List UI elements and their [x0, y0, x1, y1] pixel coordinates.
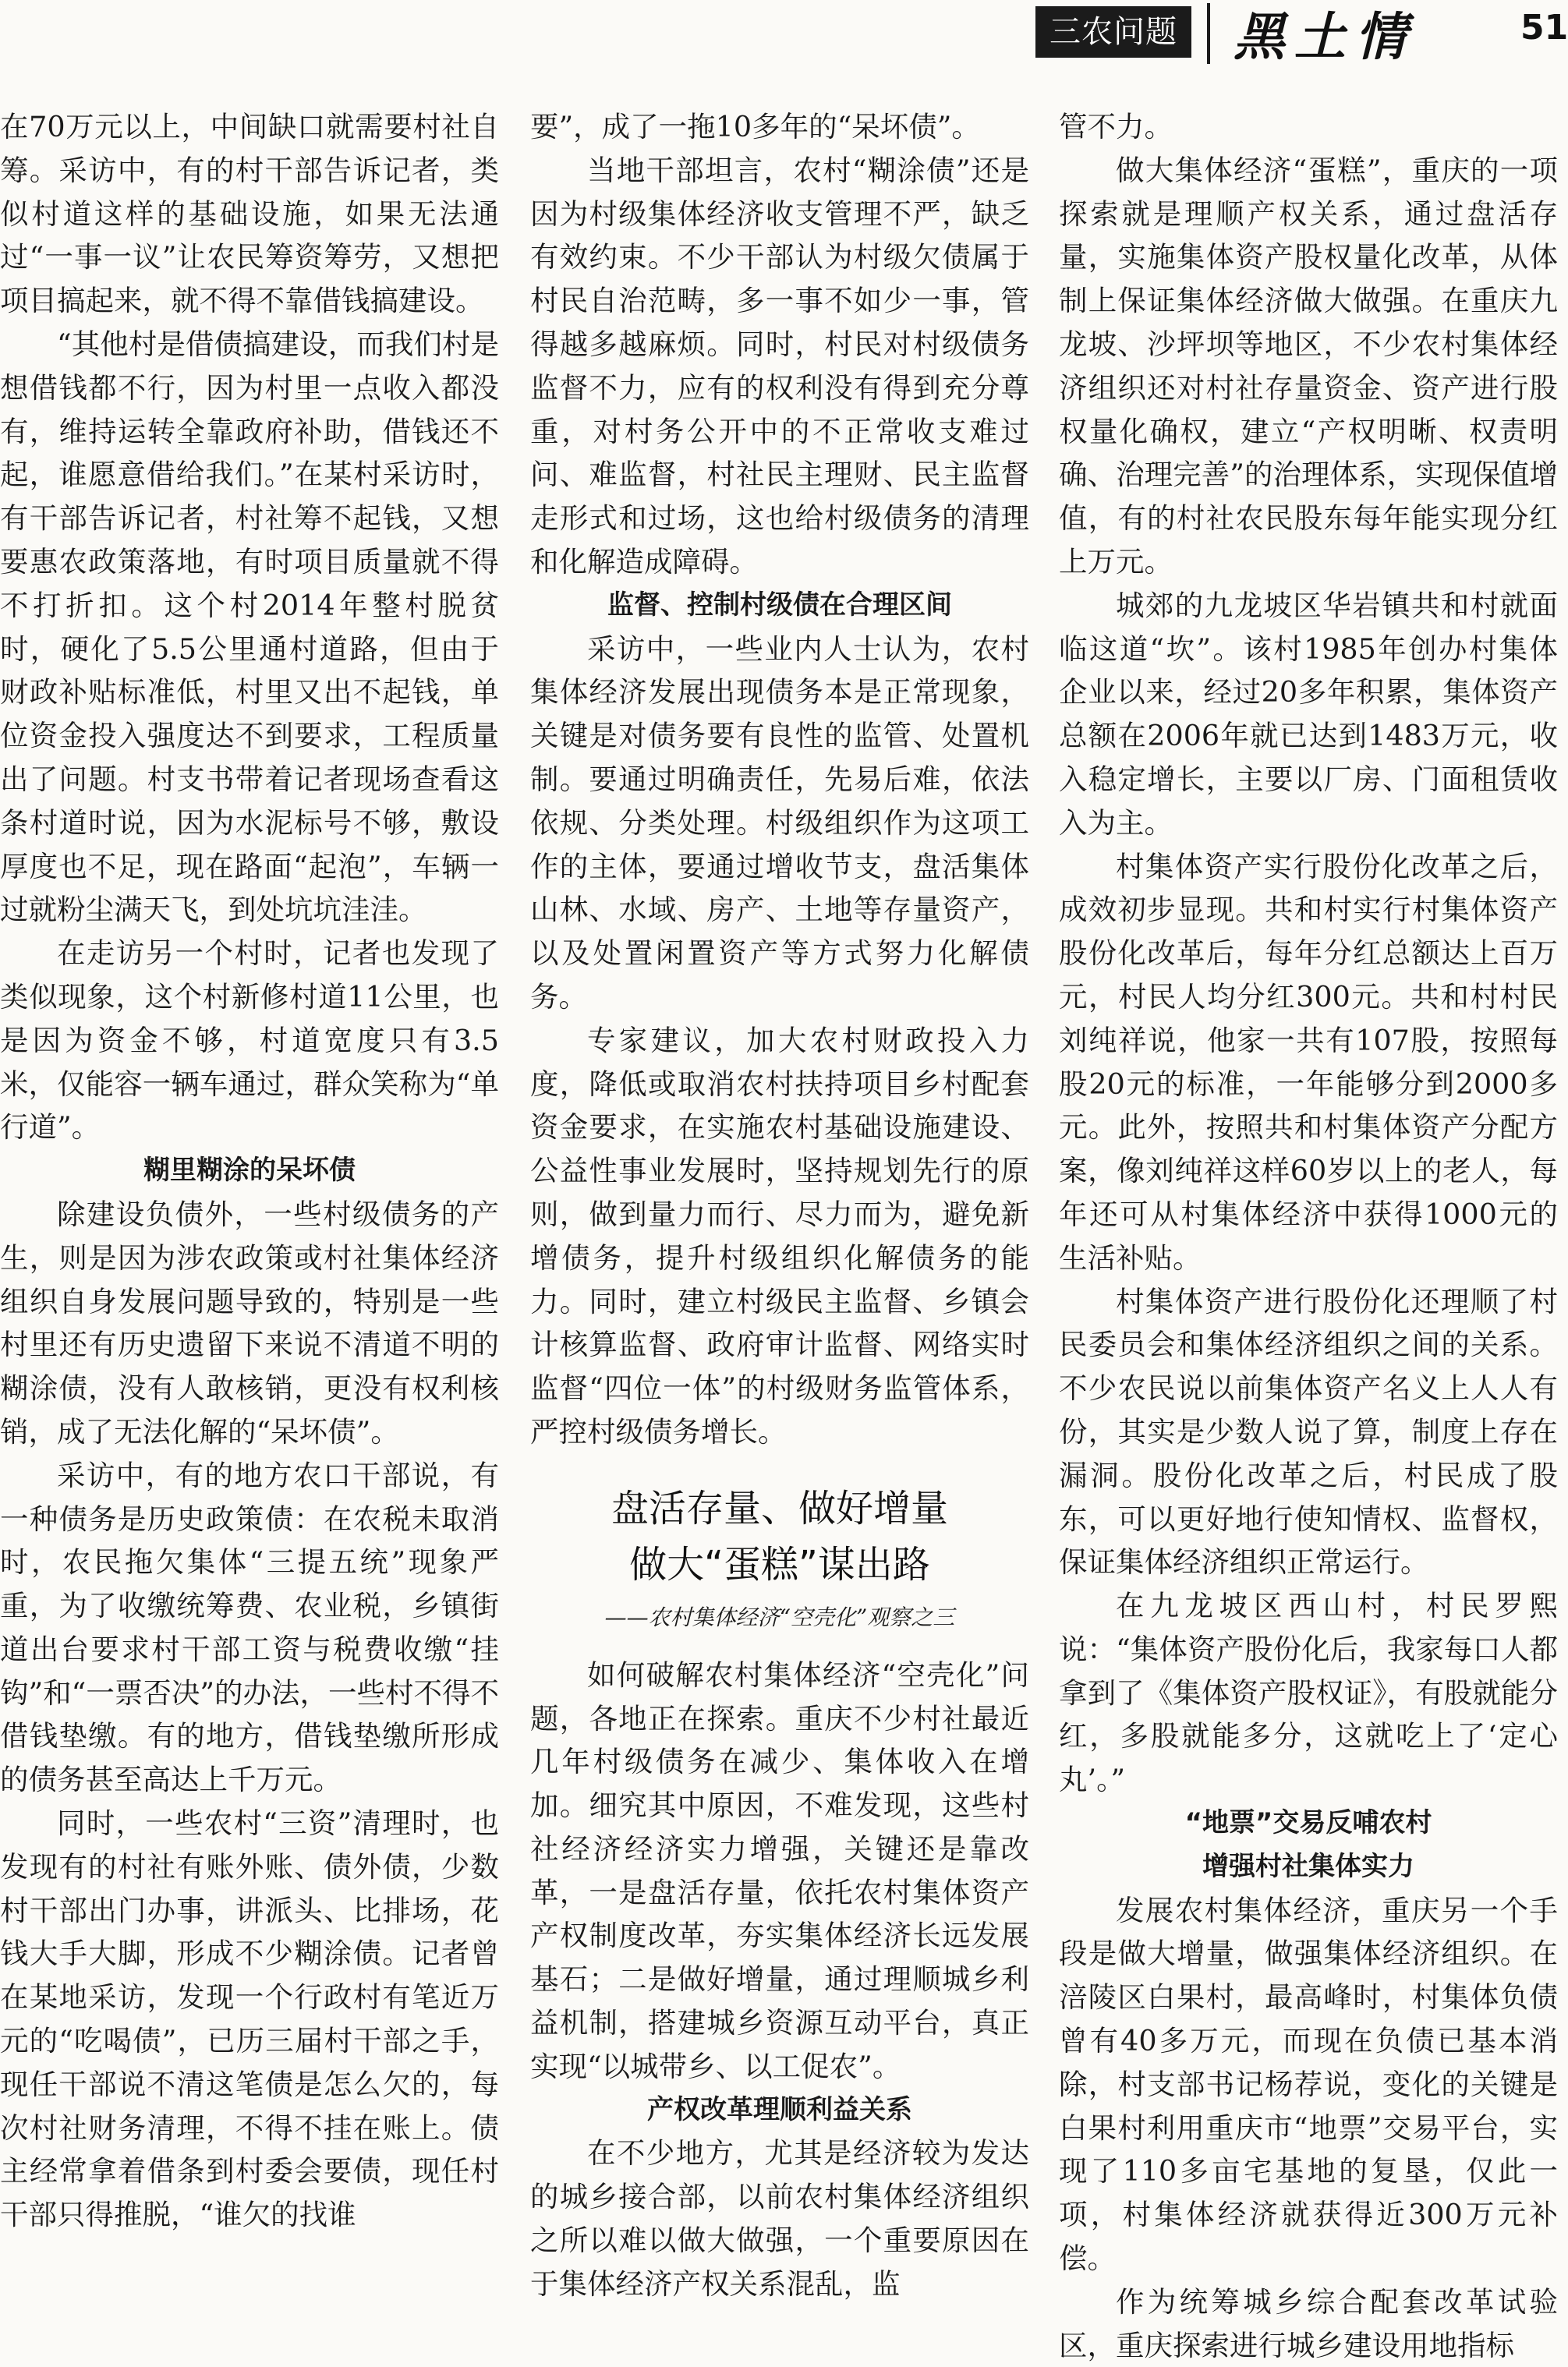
- subheading: 糊里糊涂的呆坏债: [143, 1155, 356, 1187]
- article-title-line-2: 做大“蛋糕”谋出路: [629, 1542, 930, 1587]
- paragraph: 同时，一些农村“三资”清理时，也发现有的村社有账外账、债外债，少数村干部出门办事，讲派头、比排场，花钱大手大脚，形成不少糊涂债。记者曾在某地采访，发现一个行政村有笔近万元的“吃喝债”，已历三届村干部之手，现任干部说不清这笔债是怎么欠的，每次村社财务清理，不得不挂在账上。债主经常拿着借条到村委会要债，现任村干部只得推脱，“谁欠的找谁: [0, 1806, 499, 2232]
- article-title: [530, 1481, 1029, 1593]
- paragraph: 除建设负债外，一些村级债务的产生，则是因为涉农政策或村社集体经济组织自身发展问题导致的，特别是一些村里还有历史遗留下来说不清道不明的糊涂债，没有人敢核销，更没有权利核销，成了无法化解的“呆坏债”。: [0, 1197, 499, 1449]
- subheading: 监督、控制村级债在合理区间: [607, 589, 952, 621]
- header-divider: [1207, 3, 1210, 64]
- paragraph: 如何破解农村集体经济“空壳化”问题，各地正在探索。重庆不少村社最近几年村级债务在减少、集体收入在增加。细究其中原因，不难发现，这些村社经济经济实力增强，关键还是靠改革，一是盘活存量，依托农村集体资产产权制度改革，夯实集体经济长远发展基石；二是做好增量，通过理顺城乡利益机制，搭建城乡资源互动平台，真正实现“以城带乡、以工促农”。: [530, 1658, 1029, 2083]
- paragraph: “其他村是借债搞建设，而我们村是想借钱都不行，因为村里一点收入都没有，维持运转全靠政府补助，借钱还不起，谁愿意借给我们。”在某村采访时，有干部告诉记者，村社筹不起钱，又想要惠农政策落地，有时项目质量就不得不打折扣。这个村2014年整村脱贫时，硬化了5.5公里通村道路，但由于财政补贴标准低，村里又出不起钱，单位资金投入强度达不到要求，工程质量出了问题。村支书带着记者现场查看这条村道时说，因为水泥标号不够，敷设厚度也不足，现在路面“起泡”，车辆一过就粉尘满天飞，到处坑坑洼洼。: [0, 327, 499, 927]
- paragraph: 村集体资产进行股份化还理顺了村民委员会和集体经济组织之间的关系。不少农民说以前集体资产名义上人人有份，其实是少数人说了算，制度上存在漏洞。股份化改革之后，村民成了股东，可以更好地行使知情权、监督权，保证集体经济组织正常运行。: [1059, 1284, 1558, 1580]
- page-header: [0, 0, 1568, 75]
- subheading: 增强村社集体实力: [1202, 1850, 1414, 1882]
- paragraph: 作为统筹城乡综合配套改革试验区，重庆探索进行城乡建设用地指标: [1059, 2284, 1558, 2362]
- column-2: [530, 105, 1029, 2306]
- subheading: 产权改革理顺利益关系: [647, 2093, 912, 2125]
- paragraph: 管不力。: [1059, 110, 1173, 143]
- paragraph: 当地干部坦言，农村“糊涂债”还是因为村级集体经济收支管理不严，缺乏有效约束。不少干部认为村级欠债属于村民自治范畴，多一事不如少一事，管得越多越麻烦。同时，村民对村级债务监督不力，应有的权利没有得到充分尊重，对村务公开中的不正常收支难过问、难监督，村社民主理财、民主监督走形式和过场，这也给村级债务的清理和化解造成障碍。: [530, 153, 1029, 578]
- paragraph: 专家建议，加大农村财政投入力度，降低或取消农村扶持项目乡村配套资金要求，在实施农村基础设施建设、公益性事业发展时，坚持规划先行的原则，做到量力而行、尽力而为，避免新增债务，提升村级组织化解债务的能力。同时，建立村级民主监督、乡镇会计核算监督、政府审计监督、网络实时监督“四位一体”的村级财务监管体系，严控村级债务增长。: [530, 1023, 1029, 1449]
- article-title-line-1: 盘活存量、做好增量: [611, 1486, 948, 1530]
- column-3: [1059, 105, 1558, 2367]
- paragraph: 在70万元以上，中间缺口就需要村社自筹。采访中，有的村干部告诉记者，类似村道这样的基础设施，如果无法通过“一事一议”让农民筹资筹劳，又想把项目搞起来，就不得不靠借钱搞建设。: [0, 110, 499, 318]
- paragraph: 采访中，一些业内人士认为，农村集体经济发展出现债务本是正常现象，关键是对债务要有良性的监管、处置机制。要通过明确责任，先易后难，依法依规、分类处理。村级组织作为这项工作的主体，要通过增收节支，盘活集体山林、水域、房产、土地等存量资产，以及处置闲置资产等方式努力化解债务。: [530, 632, 1029, 1014]
- paragraph: 采访中，有的地方农口干部说，有一种债务是历史政策债：在农税未取消时，农民拖欠集体“三提五统”现象严重，为了收缴统筹费、农业税，乡镇街道出台要求村干部工资与税费收缴“挂钩”和“一票否决”的办法，一些村不得不借钱垫缴。有的地方，借钱垫缴所形成的债务甚至高达上千万元。: [0, 1458, 499, 1797]
- column-1: [0, 105, 499, 2237]
- paragraph: 要”，成了一拖10多年的“呆坏债”。: [530, 110, 980, 143]
- subheading: “地票”交易反哺农村: [1184, 1807, 1432, 1839]
- paragraph: 发展农村集体经济，重庆另一个手段是做大增量，做强集体经济组织。在涪陵区白果村，最高峰时，村集体负债曾有40多万元，而现在负债已基本消除，村支部书记杨荐说，变化的关键是白果村利用重庆市“地票”交易平台，实现了110多亩宅基地的复垦，仅此一项，村集体经济就获得近300万元补偿。: [1059, 1893, 1558, 2276]
- paragraph: 在不少地方，尤其是经济较为发达的城乡接合部，以前农村集体经济组织之所以难以做大做强，一个重要原因在于集体经济产权关系混乱，监: [530, 2136, 1029, 2301]
- paragraph: 村集体资产实行股份化改革之后，成效初步显现。共和村实行村集体资产股份化改革后，每年分红总额达上百万元，村民人均分红300元。共和村村民刘纯祥说，他家一共有107股，按照每股20元的标准，一年能够分到2000多元。此外，按照共和村集体资产分配方案，像刘纯祥这样60岁以上的老人，每年还可从村集体经济中获得1000元的生活补贴。: [1059, 849, 1558, 1275]
- paragraph: 城郊的九龙坡区华岩镇共和村就面临这道“坎”。该村1985年创办村集体企业以来，经过20多年积累，集体资产总额在2006年就已达到1483万元，收入稳定增长，主要以厂房、门面租赁收入为主。: [1059, 588, 1558, 840]
- paragraph: 在九龙坡区西山村，村民罗熙说：“集体资产股份化后，我家每口人都拿到了《集体资产股权证》，有股就能分红，多股就能多分，这就吃上了‘定心丸’。”: [1059, 1589, 1558, 1797]
- section-tag: 三农问题: [1035, 6, 1191, 58]
- publication-brand: 黑土情: [1234, 6, 1416, 67]
- page-number: 51: [1520, 8, 1568, 48]
- paragraph: 在走访另一个村时，记者也发现了类似现象，这个村新修村道11公里，也是因为资金不够，村道宽度只有3.5米，仅能容一辆车通过，群众笑称为“单行道”。: [0, 936, 499, 1145]
- paragraph: 做大集体经济“蛋糕”，重庆的一项探索就是理顺产权关系，通过盘活存量，实施集体资产股权量化改革，从体制上保证集体经济做大做强。在重庆九龙坡、沙坪坝等地区，不少农村集体经济组织还对村社存量资金、资产进行股权量化确权，建立“产权明晰、权责明确、治理完善”的治理体系，实现保值增值，有的村社农民股东每年能实现分红上万元。: [1059, 153, 1558, 578]
- article-byline: ——农村集体经济“空壳化”观察之三: [604, 1604, 955, 1630]
